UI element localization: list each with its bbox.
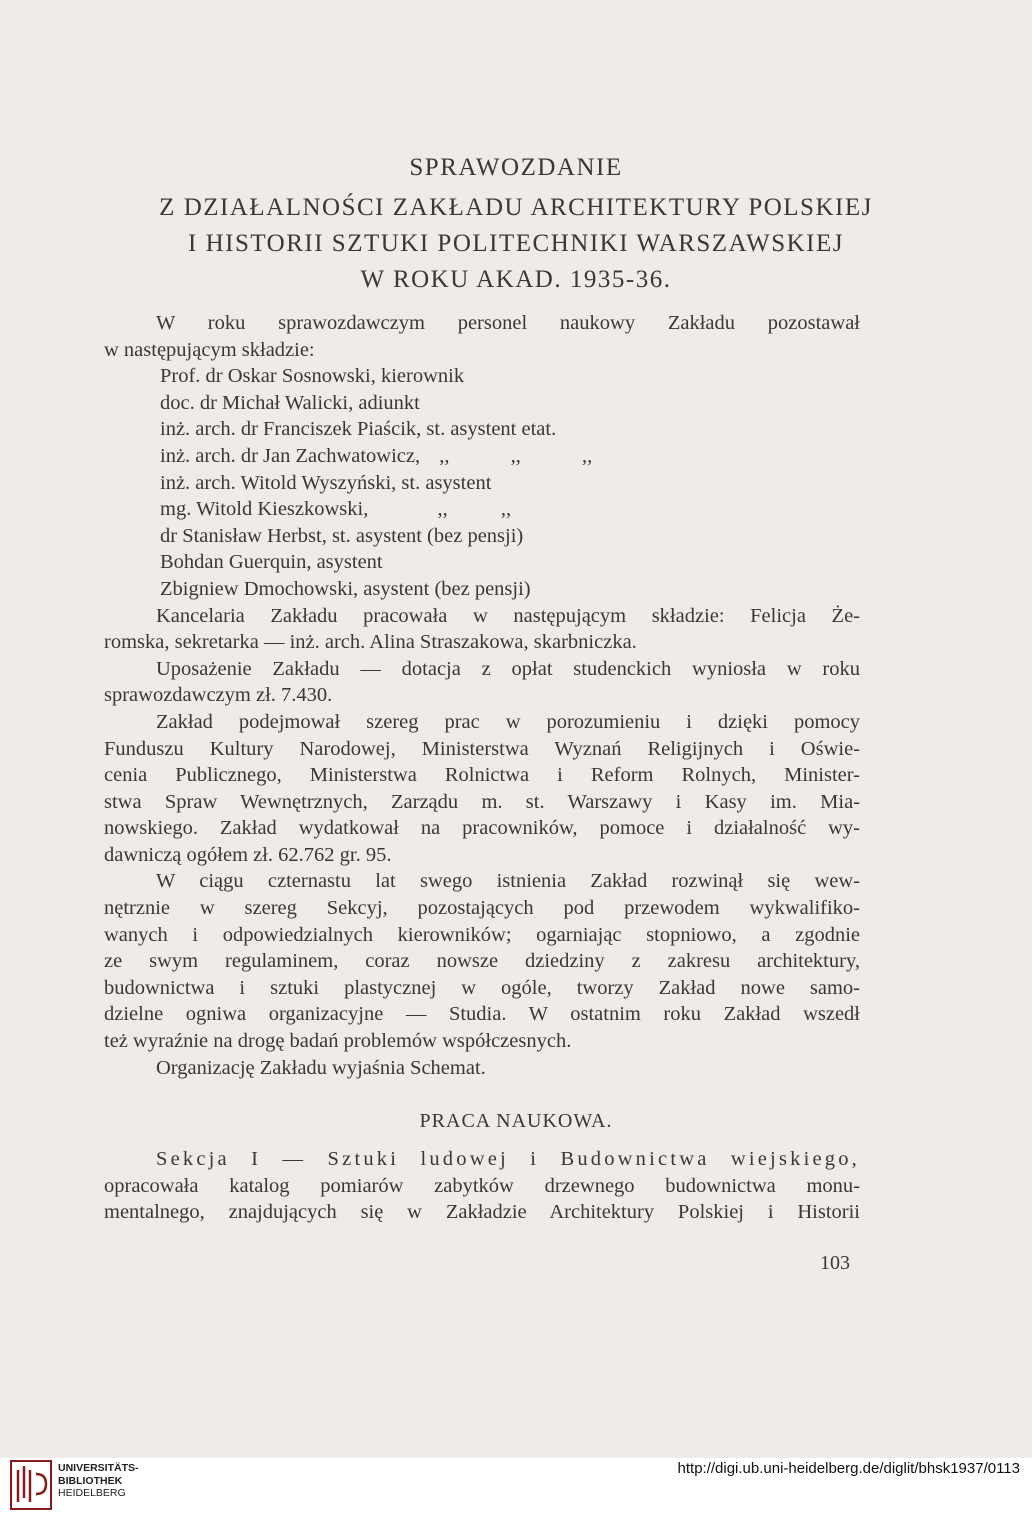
library-name-line-3: HEIDELBERG [58, 1487, 126, 1499]
body-block-2 [104, 1146, 860, 1226]
intro-line-2: w następującym składzie: [104, 338, 315, 361]
intro-line-1: W roku sprawozdawczym personel naukowy Zakładu pozostawał [156, 312, 860, 334]
staff-item: Zbigniew Dmochowski, asystent (bez pensji) [160, 577, 531, 600]
sekcja-line-2: opracowała katalog pomiarów zabytków drzewnego budownictwa monu- [104, 1174, 860, 1197]
ditto-mark: ,, [510, 444, 521, 467]
staff-item: Bohdan Guerquin, asystent [160, 551, 383, 574]
library-name-line-1: UNIVERSITÄTS- [58, 1462, 139, 1474]
prace-line-6: dawniczą ogółem zł. 62.762 gr. 95. [104, 843, 392, 866]
rozwoj-line-5: budownictwa i sztuki plastycznej w ogóle, tworzy Zakład nowe samo- [104, 976, 860, 999]
library-name [58, 1462, 139, 1500]
prace-line-1: Zakład podejmował szereg prac w porozumieniu i dzięki pomocy [156, 710, 860, 733]
ditto-mark: ,, [582, 444, 593, 467]
staff-item: Prof. dr Oskar Sosnowski, kierownik [160, 365, 465, 388]
page-number: 103 [820, 1252, 850, 1274]
kancelaria-line-1: Kancelaria Zakładu pracowała w następującym składzie: Felicja Że- [156, 604, 860, 627]
staff-name: inż. arch. dr Jan Zachwatowicz, [160, 444, 421, 467]
title-line-4: W ROKU AKAD. 1935-36. [360, 266, 672, 293]
staff-item [104, 496, 860, 523]
uposazenie-line-1: Uposażenie Zakładu — dotacja z opłat studenckich wyniosła w roku [156, 657, 860, 680]
section-heading: PRACA NAUKOWA. [419, 1110, 613, 1132]
ditto-mark: ,, [437, 498, 448, 521]
ditto-mark: ,, [500, 498, 512, 521]
title-line-2: Z DZIAŁALNOŚCI ZAKŁADU ARCHITEKTURY POLSKIEJ [159, 194, 873, 221]
rozwoj-line-2: nętrznie w szereg Sekcyj, pozostających pod przewodem wykwalifiko- [104, 897, 860, 920]
source-url-link[interactable]: http://digi.ub.uni-heidelberg.de/diglit/bhsk1937/0113 [677, 1460, 1020, 1477]
kancelaria-line-2: romska, sekretarka — inż. arch. Alina Straszakowa, skarbniczka. [104, 631, 637, 654]
title-line-1: SPRAWOZDANIE [409, 154, 623, 181]
uposazenie-line-2: sprawozdawczym zł. 7.430. [104, 684, 333, 707]
rozwoj-line-1: W ciągu czternastu lat swego istnienia Zakład rozwinął się wew- [156, 870, 860, 893]
library-name-line-2: BIBLIOTHEK [58, 1474, 123, 1487]
title-line-3: I HISTORII SZTUKI POLITECHNIKI WARSZAWSKIEJ [188, 230, 844, 257]
rozwoj-line-6: dzielne ogniwa organizacyjne — Studia. W ostatnim roku Zakład wszedł [104, 1003, 860, 1026]
staff-name: mg. Witold Kieszkowski, [160, 498, 369, 521]
rozwoj-line-7: też wyraźnie na drogę badań problemów współczesnych. [104, 1030, 572, 1053]
prace-line-3: cenia Publicznego, Ministerstwa Rolnictwa i Reform Rolnych, Minister- [104, 764, 860, 787]
rozwoj-line-3: wanych i odpowiedzialnych kierowników; ogarniając stopniowo, a zgodnie [104, 923, 860, 946]
staff-item: dr Stanisław Herbst, st. asystent (bez pensji) [160, 524, 524, 547]
body-block-1 [104, 310, 860, 1081]
staff-item [104, 443, 860, 470]
rozwoj-line-4: ze swym regulaminem, coraz nowsze dziedziny z zakresu architektury, [104, 950, 860, 973]
library-logo-icon [10, 1460, 52, 1515]
staff-item: inż. arch. dr Franciszek Piaścik, st. asystent etat. [160, 418, 557, 441]
sekcja-line-1: Sekcja I — Sztuki ludowej i Budownictwa wiejskiego, [156, 1148, 860, 1170]
staff-item: inż. arch. Witold Wyszyński, st. asystent [160, 471, 492, 494]
staff-item: doc. dr Michał Walicki, adiunkt [160, 391, 420, 414]
prace-line-5: nowskiego. Zakład wydatkował na pracowników, pomoce i działalność wy- [104, 817, 860, 840]
ditto-mark: ,, [439, 444, 450, 467]
sekcja-line-3: mentalnego, znajdujących się w Zakładzie Architektury Polskiej i Historii [104, 1201, 860, 1224]
prace-line-2: Funduszu Kultury Narodowej, Ministerstwa Wyznań Religijnych i Oświe- [104, 737, 860, 760]
organizacja-line: Organizację Zakładu wyjaśnia Schemat. [156, 1056, 486, 1079]
prace-line-4: stwa Spraw Wewnętrznych, Zarządu m. st. Warszawy i Kasy im. Mia- [104, 790, 860, 813]
